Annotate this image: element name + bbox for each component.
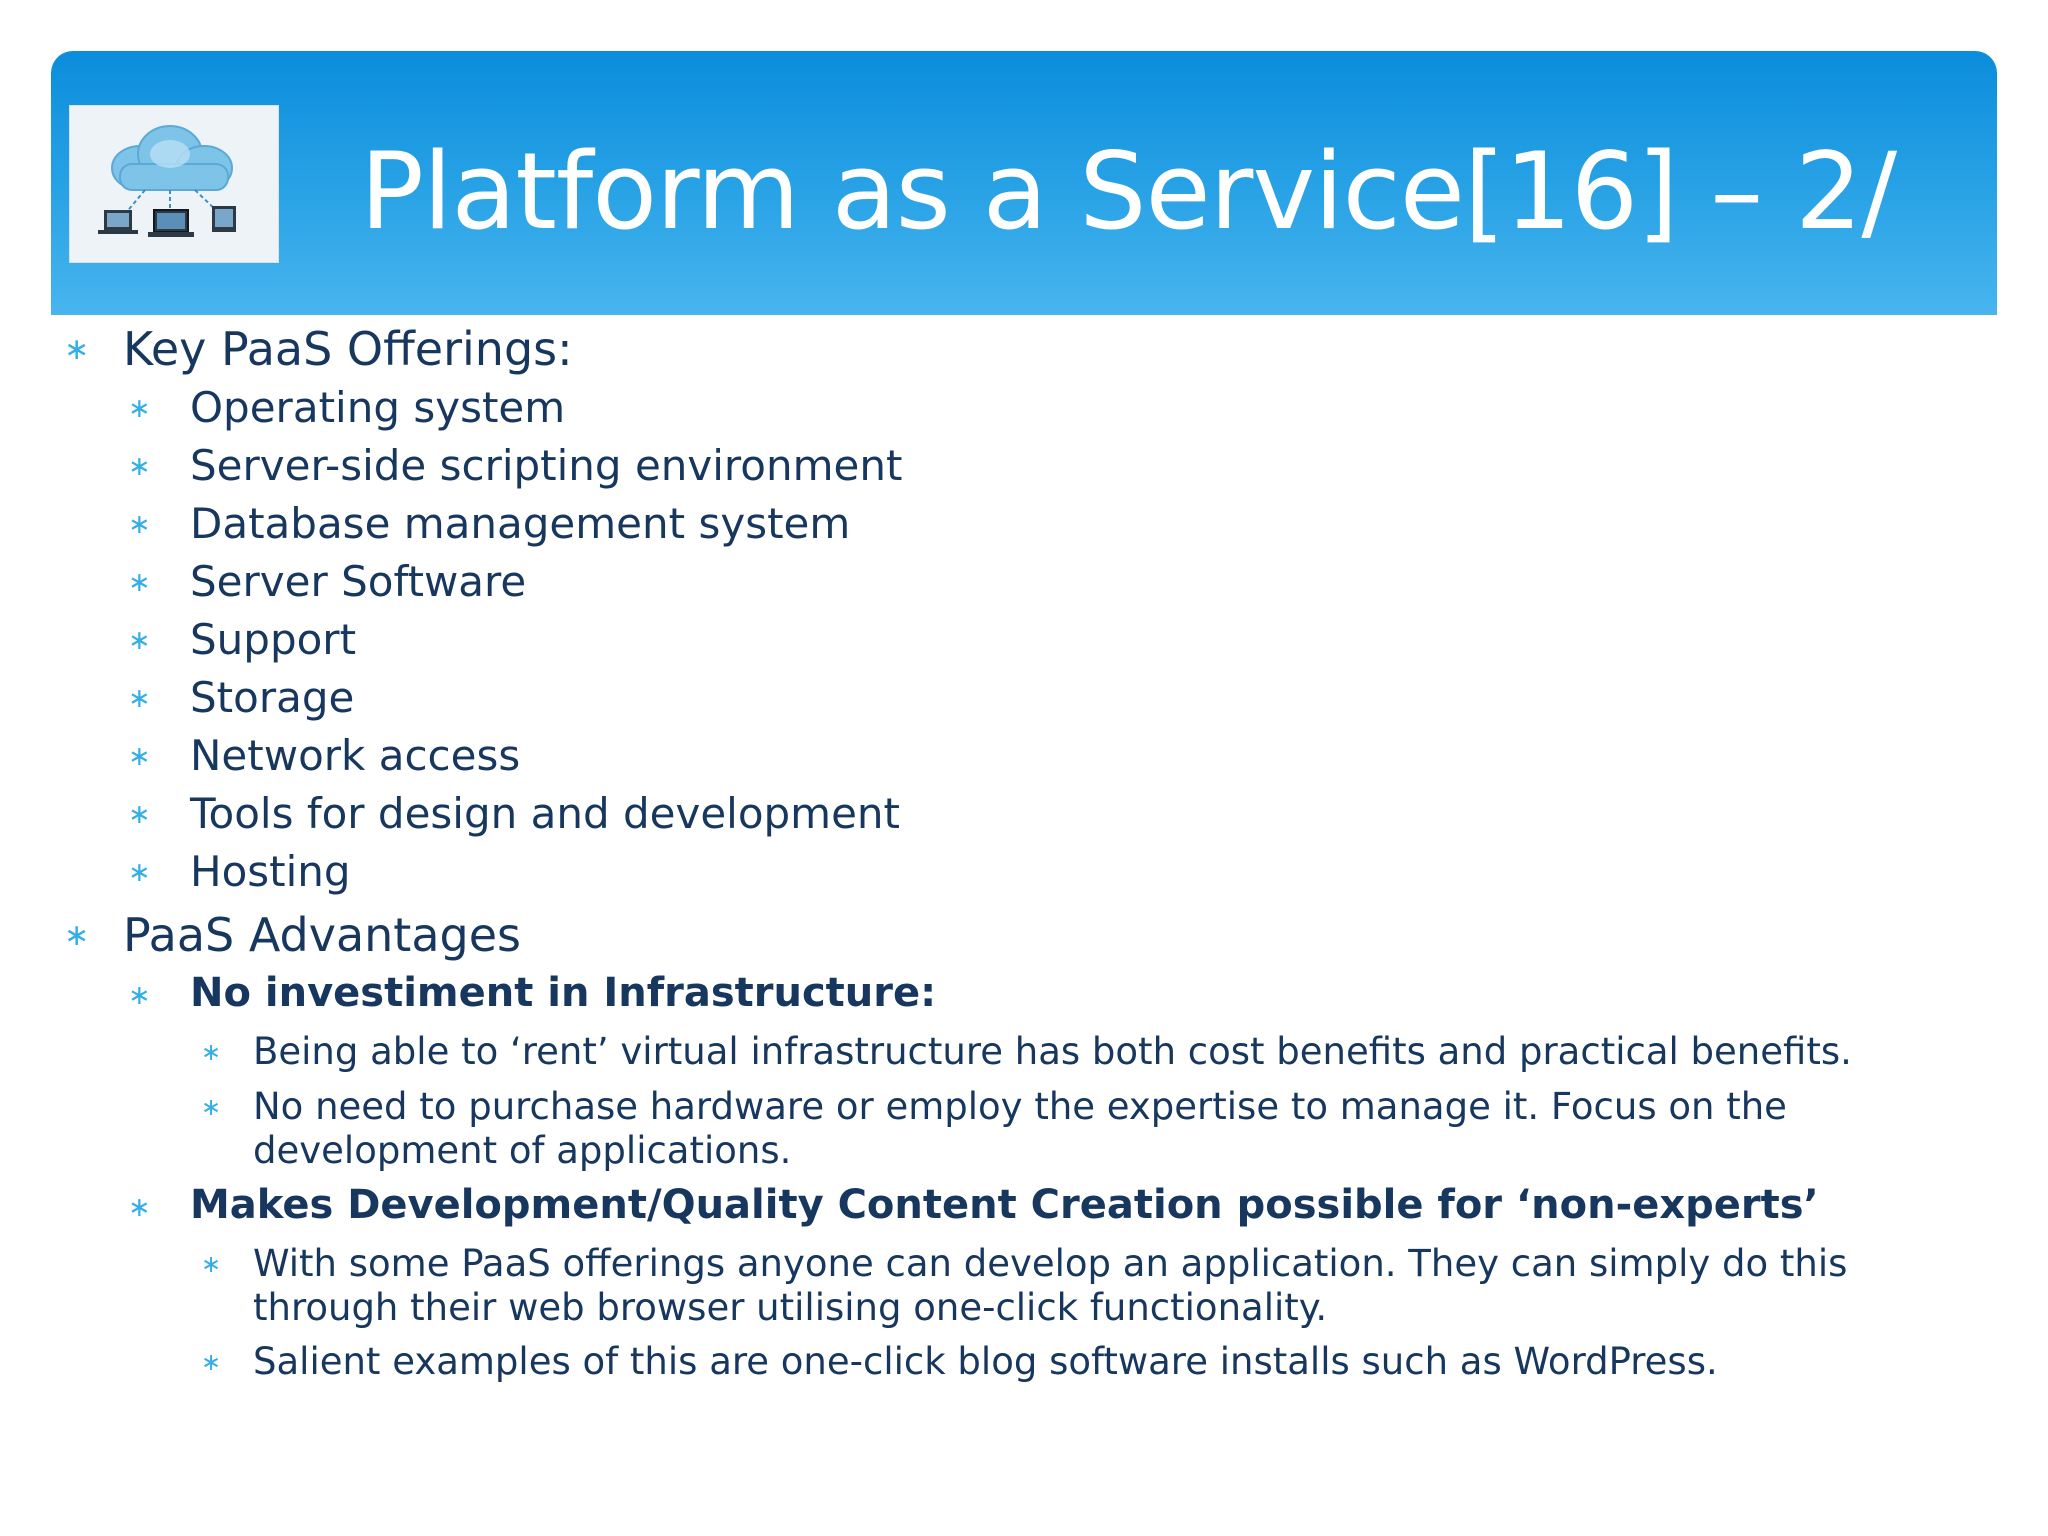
bullet-icon: ∗	[64, 332, 90, 367]
list-item	[0, 1085, 1900, 1175]
bullet-icon: ∗	[128, 799, 151, 830]
bullet-icon: ∗	[201, 1348, 222, 1376]
bullet-icon: ∗	[128, 393, 151, 424]
bullet-icon: ∗	[128, 509, 151, 540]
list-item-text: Database management system	[190, 499, 851, 548]
list-item-text: Server Software	[190, 557, 527, 606]
section-heading-text: PaaS Advantages	[123, 908, 521, 962]
bullet-icon: ∗	[128, 980, 151, 1011]
bullet-icon: ∗	[128, 451, 151, 482]
advantage-heading-text: No investiment in Infrastructure:	[190, 970, 937, 1016]
section-heading-text: Key PaaS Offerings:	[123, 322, 573, 376]
bullet-icon: ∗	[201, 1250, 222, 1278]
list-item	[0, 1242, 1950, 1332]
bullet-icon: ∗	[128, 741, 151, 772]
bullet-icon: ∗	[201, 1093, 222, 1121]
advantage-heading-text: Makes Development/Quality Content Creation possible for ‘non-experts’	[190, 1182, 1819, 1228]
bullet-icon: ∗	[64, 918, 90, 953]
list-item-text: Network access	[190, 731, 521, 780]
slide-title: Platform as a Service[16] – 2/	[360, 130, 1897, 253]
list-item-text: Being able to ‘rent’ virtual infrastructure has both cost benefits and practical benefits.	[253, 1030, 1852, 1073]
list-item-text: Support	[190, 615, 357, 664]
cloud-computing-network-icon	[69, 105, 279, 263]
list-item-text: Storage	[190, 673, 355, 722]
bullet-icon: ∗	[128, 625, 151, 656]
bullet-icon: ∗	[128, 1192, 151, 1223]
list-item-text: No need to purchase hardware or employ the expertise to manage it. Focus on the development of applications.	[253, 1085, 1787, 1172]
bullet-icon: ∗	[128, 857, 151, 888]
list-item-text: Hosting	[190, 847, 351, 896]
list-item-text: Operating system	[190, 383, 566, 432]
list-item-text: Salient examples of this are one-click blog software installs such as WordPress.	[253, 1340, 1718, 1383]
bullet-icon: ∗	[201, 1038, 222, 1066]
bullet-icon: ∗	[128, 683, 151, 714]
list-item-text: Server-side scripting environment	[190, 441, 903, 490]
bullet-icon: ∗	[128, 567, 151, 598]
list-item-text: With some PaaS offerings anyone can develop an application. They can simply do this through their web browser utilising one-click functionality.	[253, 1242, 1848, 1329]
list-item-text: Tools for design and development	[190, 789, 901, 838]
